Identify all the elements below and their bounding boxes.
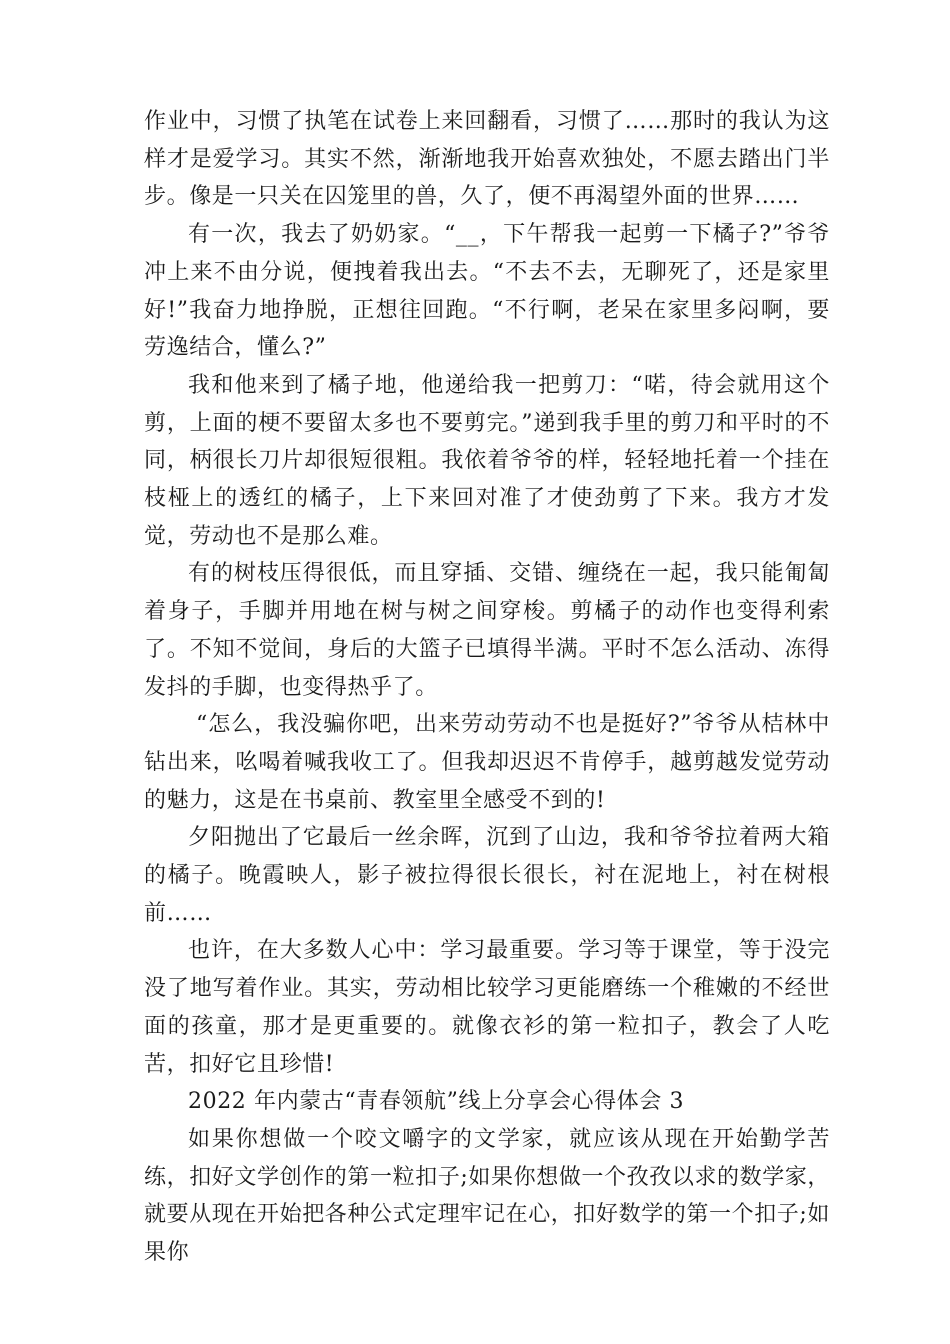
paragraph-grandpa-quote: “怎么，我没骗你吧，出来劳动劳动不也是挺好?”爷爷从桔林中钻出来，吆喝着喊我收工了。但我却迟迟不肯停手，越剪越发觉劳动的魅力，这是在书桌前、教室里全感受不到的! bbox=[144, 712, 830, 813]
document-page bbox=[144, 103, 830, 1272]
paragraph-branches: 有的树枝压得很低，而且穿插、交错、缠绕在一起，我只能匍匐着身子，手脚并用地在树与树之间穿梭。剪橘子的动作也变得利索了。不知不觉间，身后的大篮子已填得半满。平时不怎么活动、冻得发抖的手脚，也变得热乎了。 bbox=[144, 561, 830, 700]
paragraph-reflection: 也许，在大多数人心中：学习最重要。学习等于课堂，等于没完没了地写着作业。其实，劳动相比较学习更能磨练一个稚嫩的不经世面的孩童，那才是更重要的。就像衣衫的第一粒扣子，教会了人吃苦，扣好它且珍惜! bbox=[144, 938, 830, 1077]
paragraph-grandma-visit: 有一次，我去了奶奶家。“__，下午帮我一起剪一下橘子?”爷爷冲上来不由分说，便拽着我出去。“不去不去，无聊死了，还是家里好!”我奋力地挣脱，正想往回跑。“不行啊，老呆在家里多闷啊，要劳逸结合，懂么?” bbox=[144, 222, 830, 361]
paragraph-orange-field: 我和他来到了橘子地，他递给我一把剪刀：“喏，待会就用这个剪，上面的梗不要留太多也不要剪完。”递到我手里的剪刀和平时的不同，柄很长刀片却很短很粗。我依着爷爷的样，轻轻地托着一个挂在枝桠上的透红的橘子，上下来回对准了才使劲剪了下来。我方才发觉，劳动也不是那么难。 bbox=[144, 372, 830, 549]
section-heading: 2022 年内蒙古“青春领航”线上分享会心得体会 3 bbox=[188, 1089, 685, 1115]
paragraph-closing: 如果你想做一个咬文嚼字的文学家，就应该从现在开始勤学苦练，扣好文学创作的第一粒扣子;如果你想做一个孜孜以求的数学家，就要从现在开始把各种公式定理牢记在心，扣好数学的第一个扣子;如果你 bbox=[144, 1126, 831, 1266]
paragraph-sunset: 夕阳抛出了它最后一丝余晖，沉到了山边，我和爷爷拉着两大箱的橘子。晚霞映人，影子被拉得很长很长，衬在泥地上，衬在树根前…… bbox=[144, 825, 830, 926]
paragraph-continuation: 作业中，习惯了执笔在试卷上来回翻看，习惯了……那时的我认为这样才是爱学习。其实不然，渐渐地我开始喜欢独处，不愿去踏出门半步。像是一只关在囚笼里的兽，久了，便不再渴望外面的世界…… bbox=[144, 109, 830, 210]
